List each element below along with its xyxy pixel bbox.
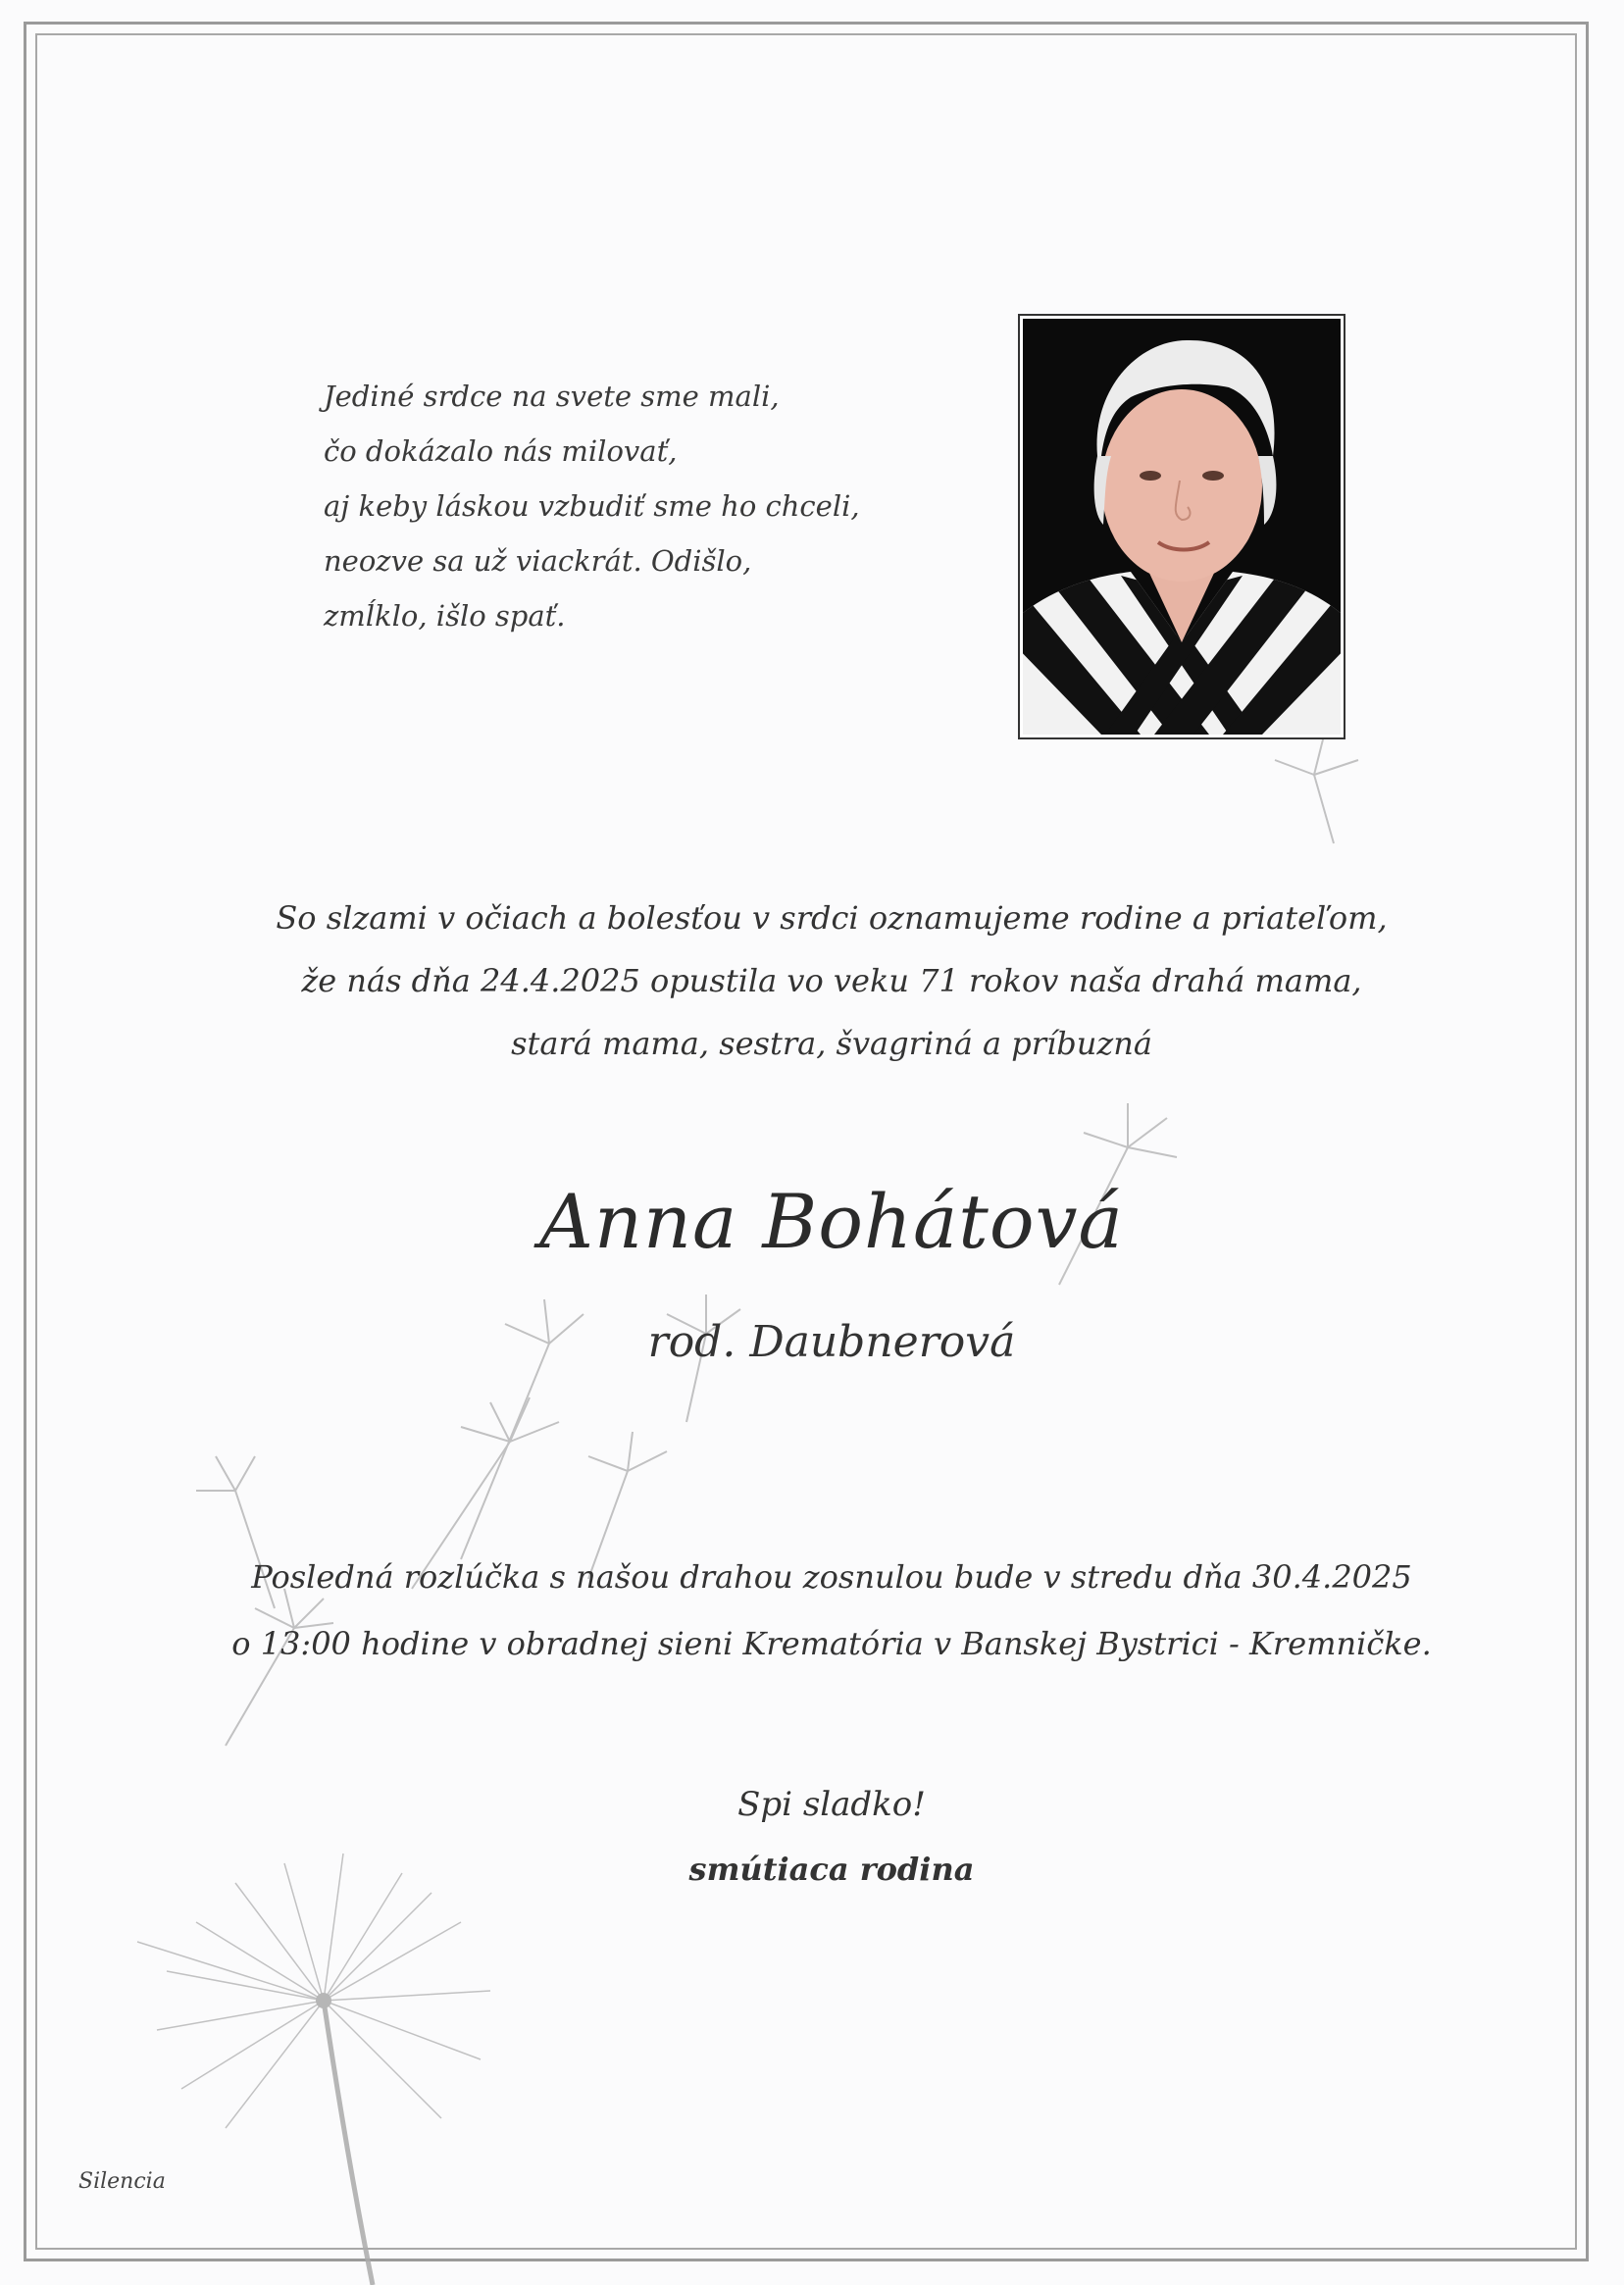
poem xyxy=(324,369,932,643)
poem-line: aj keby láskou vzbudiť sme ho chceli, xyxy=(324,489,860,523)
farewell-details xyxy=(216,1544,1447,1677)
portrait-photo xyxy=(1023,319,1341,735)
closing-wish: Spi sladko! xyxy=(737,1785,926,1824)
announcement-line: So slzami v očiach a bolesťou v srdci oznamujeme rodine a priateľom, xyxy=(276,899,1388,937)
announcement-line: stará mama, sestra, švagriná a príbuzná xyxy=(511,1025,1152,1062)
maiden-name: rod. Daubnerová xyxy=(647,1317,1016,1367)
inner-border xyxy=(35,33,1577,2250)
announcement-line: že nás dňa 24.4.2025 opustila vo veku 71 rokov naša drahá mama, xyxy=(301,962,1362,999)
farewell-line: Posledná rozlúčka s našou drahou zosnulou bude v stredu dňa 30.4.2025 xyxy=(251,1558,1412,1596)
family-signature: smútiaca rodina xyxy=(688,1851,975,1888)
portrait-photo-frame xyxy=(1018,314,1345,739)
announcement xyxy=(196,887,1467,1075)
poem-line: zmĺklo, išlo spať. xyxy=(324,599,566,633)
brand-label: Silencia xyxy=(78,2169,166,2194)
poem-line: neozve sa už viackrát. Odišlo, xyxy=(324,544,752,578)
deceased-name: Anna Bohátová xyxy=(539,1178,1124,1265)
farewell-line: o 13:00 hodine v obradnej sieni Krematória v Banskej Bystrici - Kremničke. xyxy=(231,1625,1432,1662)
poem-line: čo dokázalo nás milovať, xyxy=(324,434,678,468)
poem-line: Jediné srdce na svete sme mali, xyxy=(324,380,780,413)
